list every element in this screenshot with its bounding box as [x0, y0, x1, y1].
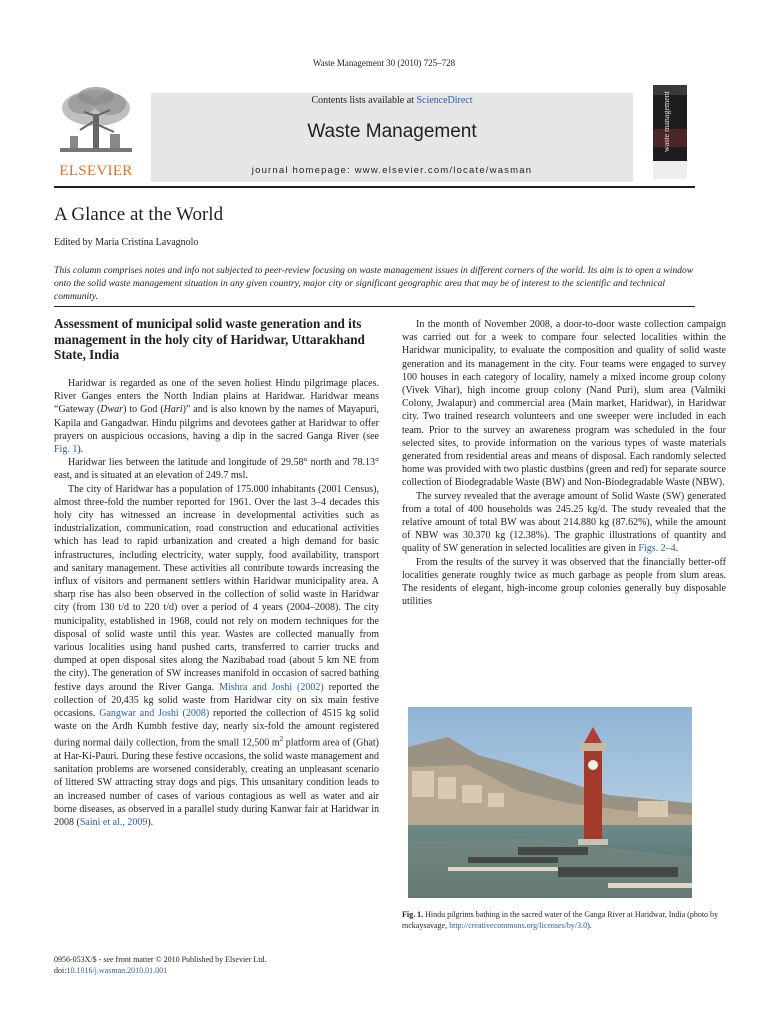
- text-run: Dwar: [100, 404, 124, 416]
- paragraph: [54, 377, 379, 456]
- journal-name: Waste Management: [307, 121, 477, 142]
- figure-1-caption: [402, 910, 726, 931]
- text-run: platform area of (Ghat) at Har-Ki-Pauri. During these festive occasions, the solid waste management and sanitation problems are worsened considerably, creating an unpleasant scenario of littered SW attracting stray dogs and pigs. This unsanitary condition leads to an increased number of cases of various contagious as well as water and air borne diseases, as observed in a parallel study during Kanwar fair at Haridwar in 2008 (: [54, 737, 379, 829]
- paragraph: From the results of the survey it was observed that the financially better-off localities generate roughly twice as much garbage as people from slum areas. The residents of elegant, high-income group colonies generally buy disposable utilities: [402, 556, 726, 608]
- text-run: The survey revealed that the average amount of Solid Waste (SW) generated from a total of 400 households was 245.25 kg/d. The study revealed that the relative amount of total BW was about 214.880 kg (87.62%), while the amount of NBW was 30.370 kg (12.38%). The graphic illustrations of quantity and quality of SW generation in selected localities are given in: [402, 490, 726, 555]
- tree-emblem-icon: [54, 86, 138, 164]
- cover-title: waste management: [662, 91, 671, 153]
- journal-citation: Waste Management 30 (2010) 725–728: [312, 58, 456, 68]
- journal-masthead: [151, 93, 633, 182]
- caption-text: Hindu pilgrims bathing in the sacred water of the Ganga River at Haridwar, India (photo by mckaysavage,: [402, 910, 719, 930]
- elsevier-logo[interactable]: [54, 86, 138, 182]
- contents-line: [151, 95, 633, 106]
- ganga-ghat-photo-icon: [408, 707, 692, 898]
- intro-rule: [54, 306, 695, 307]
- text-run: )” and is also known by the names of Mayapuri, Kapila and Gangadwar. Hindu pilgrims and devotees gather at Haridwar to offer prayers on auspicious occasions, having a dip in the sacred Ganga River (see: [54, 404, 379, 442]
- text-run: .: [675, 543, 679, 555]
- homepage-url[interactable]: www.elsevier.com/locate/wasman: [354, 165, 533, 176]
- journal-cover-thumbnail[interactable]: [653, 85, 687, 179]
- paragraph: Haridwar lies between the latitude and longitude of 29.58° north and 78.13° east, and is situated at an elevation of 249.7 msl.: [54, 457, 379, 482]
- sciencedirect-link[interactable]: ScienceDirect: [416, 95, 473, 106]
- text-run: reported the collection of 4515 kg solid waste on the Ardh Kumbh festive day, nearly six-fold the amount registered during normal daily collection, from the small 12,500 m: [54, 708, 379, 749]
- doi-line: [54, 965, 266, 976]
- doi-prefix: doi:: [54, 966, 67, 975]
- journal-homepage: [151, 165, 633, 176]
- editor-line: Edited by Maria Cristina Lavagnolo: [54, 237, 199, 248]
- text-run: The city of Haridwar has a population of 175.000 inhabitants (2001 Census), almost three-fold the number reported for 1961. Over the last 3–4 decades this holy city has witnessed an increase in developmental activities such as industrialization, communication, road construction and educational activities which has lead to rapid urbanization and created a high demand for basic infrastructures, including electricity, water supply, food availability, transport and sanitary management. These activities all contribute towards increasing the influx of visitors and permanent settlers within Haridwar municipality area. A sharp rise has also been observed in the collection of solid waste in Haridwar city (from 130 t/d to 220 t/d) over a period of 4 years (2004–2008). The city municipality, established in 1968, could not rely on modern techniques for the disposal of solid waste until this year. Wastes are collected manually from various localities using hand pushed carts, transferred to carrier trucks and dumped at open disposal sites along the Nazibabad road (about 5 km NE from the city). The generation of SW increases manifold in occasion of sacred bathing festive days around the River Ganga.: [54, 483, 379, 693]
- license-link[interactable]: http://creativecommons.org/licenses/by/3.0: [449, 920, 588, 930]
- figure-label: Fig. 1.: [402, 910, 424, 919]
- text-run: ) to God (: [123, 404, 164, 416]
- column-intro: This column comprises notes and info not subjected to peer-review focusing on waste management issues in different corners of the world. Its aim is to open a window onto the solid waste management situation in any given country, major city or significant geographic area that may be of interest to the scientific and technical community.: [54, 265, 694, 302]
- figure-link[interactable]: Figs. 2–4: [638, 543, 676, 555]
- left-column: [54, 377, 379, 829]
- text-run: Haridwar is regarded as one of the seven holiest Hindu pilgrimage places. River Ganges enters the North Indian plains at Haridwar. Haridwar means “Gateway (: [54, 378, 379, 416]
- text-run: ).: [77, 444, 84, 456]
- reference-link[interactable]: Saini et al., 2009: [79, 817, 148, 829]
- page-footer: [54, 954, 266, 976]
- figure-link[interactable]: Fig. 1: [54, 444, 78, 456]
- reference-link[interactable]: Mishra and Joshi (2002): [219, 681, 324, 693]
- issn-line: 0956-053X/$ - see front matter © 2010 Published by Elsevier Ltd.: [54, 955, 267, 964]
- paragraph: In the month of November 2008, a door-to-door waste collection campaign was carried out for a week to compare four selected localities within the Haridwar municipality, to evaluate the composition and quality of solid waste generation and its management in the city. Four teams were engaged to survey 100 houses in each category of locality, namely a mixed income group colony (Vivek Vihar), high income group colony (Nand Puri), slum area (Valmiki Colony, Jwalapur) and commercial area (Main market, Haridwar), in Haridwar city. Two trained research volunteers and one sweeper were included in each team. Prior to the survey an awareness program was scheduled in the four selected sites, to provide information on the various types of waste materials generated from residential areas and means of disposal. Each randomly selected home was provided with two plastic dustbins (green and red) for separate source collection of Biodegradable Waste (BW) and Non-Biodegradable Waste (NBW).: [402, 319, 726, 489]
- figure-1-photo: [408, 707, 692, 898]
- doi-link[interactable]: 10.1016/j.wasman.2010.01.001: [66, 966, 168, 975]
- header-rule: [54, 186, 695, 188]
- article-title: A Glance at the World: [54, 204, 224, 225]
- caption-end: ).: [587, 920, 592, 930]
- text-run: reported the collection of 20,435 kg solid waste from Haridwar city on six main festive occasions.: [54, 681, 379, 720]
- section-title: Assessment of municipal solid waste generation and its management in the holy city of Haridwar, Uttarakhand State, India: [54, 316, 365, 362]
- text-run: Hari: [163, 404, 183, 416]
- text-run: ).: [147, 817, 154, 829]
- paragraph: [54, 483, 379, 830]
- reference-link[interactable]: Gangwar and Joshi (2008): [99, 708, 210, 720]
- elsevier-wordmark: ELSEVIER: [59, 163, 133, 179]
- homepage-prefix: journal homepage:: [251, 165, 355, 176]
- paragraph: [402, 490, 726, 556]
- right-column: [402, 318, 726, 608]
- superscript: 2: [279, 735, 284, 744]
- contents-prefix: Contents lists available at: [311, 95, 417, 106]
